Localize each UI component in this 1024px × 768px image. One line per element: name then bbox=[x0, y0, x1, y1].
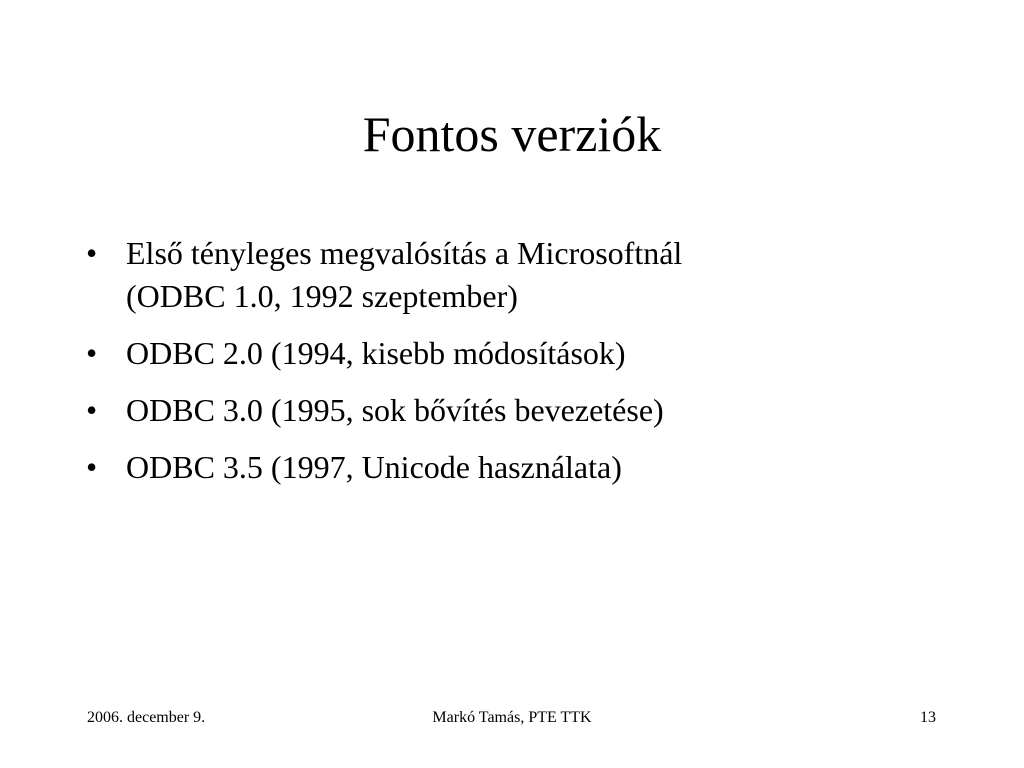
bullet-text-line: ODBC 3.0 (1995, sok bővítés bevezetése) bbox=[126, 392, 664, 428]
bullet-item bbox=[82, 332, 942, 375]
footer-date: 2006. december 9. bbox=[87, 709, 206, 726]
bullet-dot-icon: • bbox=[86, 235, 98, 271]
bullet-item bbox=[82, 232, 942, 318]
bullet-dot-icon: • bbox=[86, 335, 98, 371]
footer-page-number: 13 bbox=[920, 709, 936, 726]
bullet-text-line: ODBC 3.5 (1997, Unicode használata) bbox=[126, 449, 622, 485]
bullet-list bbox=[82, 232, 942, 503]
slide-title: Fontos verziók bbox=[362, 106, 662, 162]
bullet-dot-icon: • bbox=[86, 449, 98, 485]
bullet-item bbox=[82, 446, 942, 489]
footer-author: Markó Tamás, PTE TTK bbox=[432, 709, 592, 726]
bullet-item bbox=[82, 389, 942, 432]
bullet-text-line: ODBC 2.0 (1994, kisebb módosítások) bbox=[126, 335, 626, 371]
bullet-text-line: (ODBC 1.0, 1992 szeptember) bbox=[126, 278, 518, 314]
bullet-dot-icon: • bbox=[86, 392, 98, 428]
bullet-text-line: Első tényleges megvalósítás a Microsoftnál bbox=[126, 235, 683, 271]
